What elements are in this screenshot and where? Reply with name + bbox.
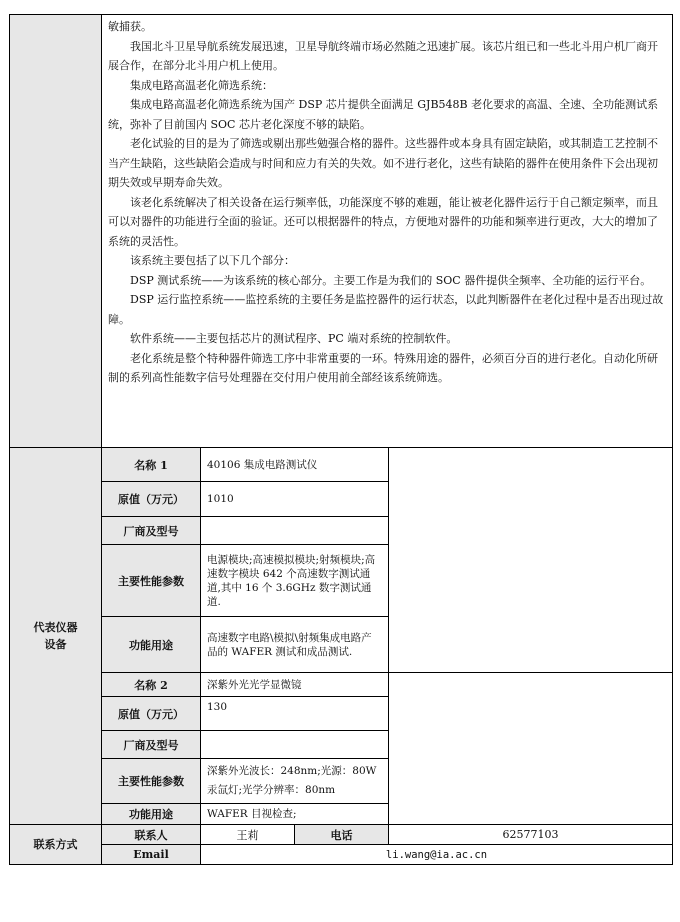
params-label: 主要性能参数 xyxy=(102,545,201,617)
use-label: 功能用途 xyxy=(102,617,201,673)
name-label: 名称 1 xyxy=(102,448,201,482)
paragraph: 该老化系统解决了相关设备在运行频率低，功能深度不够的难题，能让被老化器件运行于自己额定频率，而且可以对器件的功能进行全面的验证。还可以根据器件的特点，方便地对器件的功能和频率进行更改，大大的增加了系统的灵活性。 xyxy=(108,195,658,248)
phone-label: 电话 xyxy=(295,825,389,845)
equipment-params: 电源模块;高速模拟模块;射频模块;高速数字模块 642 个高速数字测试通道,其中 16 个 3.6GHz 数字测试通道. xyxy=(201,545,389,617)
equipment-2-photo-cell xyxy=(389,673,673,825)
equipment-maker xyxy=(201,731,389,759)
contact-email: li.wang@ia.ac.cn xyxy=(201,845,673,865)
paragraph: 该系统主要包括了以下几个部分： xyxy=(130,254,295,267)
person-label: 联系人 xyxy=(102,825,201,845)
email-row xyxy=(10,845,673,865)
contact-person: 王莉 xyxy=(201,825,295,845)
paragraph: DSP 测试系统——为该系统的核心部分。主要工作是为我们的 SOC 器件提供全频率、全功能的运行平台。 xyxy=(130,273,652,287)
paragraph: 我国北斗卫星导航系统发展迅速，卫星导航终端市场必然随之迅速扩展。该芯片组已和一些北斗用户机厂商开展合作，在部分北斗用户机上使用。 xyxy=(108,39,658,72)
value-label: 原值（万元） xyxy=(102,482,201,517)
equipment-1-name-row xyxy=(10,448,673,482)
maker-label: 厂商及型号 xyxy=(102,731,201,759)
equipment-use: 高速数字电路\模拟\射频集成电路产品的 WAFER 测试和成品测试. xyxy=(201,617,389,673)
description-side-cell xyxy=(10,15,102,448)
maker-label: 厂商及型号 xyxy=(102,517,201,545)
equipment-name: 深紫外光光学显微镜 xyxy=(201,673,389,697)
contact-section-label: 联系方式 xyxy=(10,825,102,865)
equipment-section-label: 代表仪器 设备 xyxy=(10,448,102,825)
description-text xyxy=(102,15,673,448)
equipment-value: 1010 xyxy=(201,482,389,517)
paragraph: 集成电路高温老化筛选系统： xyxy=(130,78,273,92)
paragraph: DSP 运行监控系统——监控系统的主要任务是监控器件的运行状态，以此判断器件在老化过程中是否出现过故障。 xyxy=(108,293,664,326)
email-label: Email xyxy=(102,845,201,865)
paragraph: 软件系统——主要包括芯片的测试程序、PC 端对系统的控制软件。 xyxy=(130,332,458,345)
equipment-1-photo-cell xyxy=(389,448,673,673)
contact-phone: 62577103 xyxy=(389,825,673,845)
document-page xyxy=(9,14,672,865)
equipment-use: WAFER 目视检查; xyxy=(201,804,389,825)
paragraph: 敏捕获。 xyxy=(108,20,152,33)
description-row xyxy=(10,15,673,448)
equipment-value: 130 xyxy=(201,697,389,731)
equipment-maker xyxy=(201,517,389,545)
equipment-params: 深紫外光波长：248nm;光源：80W 汞氙灯;光学分辨率：80nm xyxy=(201,759,389,804)
use-label: 功能用途 xyxy=(102,804,201,825)
name-label: 名称 2 xyxy=(102,673,201,697)
equipment-2-name-row xyxy=(10,673,673,697)
paragraph: 集成电路高温老化筛选系统为国产 DSP 芯片提供全面满足 GJB548B 老化要求的高温、全速、全功能测试系统，弥补了目前国内 SOC 芯片老化深度不够的缺陷。 xyxy=(108,98,659,131)
paragraph: 老化试验的目的是为了筛选或剔出那些勉强合格的器件。这些器件或本身具有固定缺陷，或其制造工艺控制不当产生缺陷，这些缺陷会造成与时间和应力有关的失效。如不进行老化，这些有缺陷的器件在使用条件下会出现初期失效或早期寿命失效。 xyxy=(108,137,658,189)
params-label: 主要性能参数 xyxy=(102,759,201,804)
paragraph: 老化系统是整个特种器件筛选工序中非常重要的一环。特殊用途的器件，必须百分百的进行老化。自动化所研制的系列高性能数字信号处理器在交付用户使用前全部经该系统筛选。 xyxy=(108,351,658,384)
form-table xyxy=(9,14,673,865)
contact-row xyxy=(10,825,673,845)
value-label: 原值（万元） xyxy=(102,697,201,731)
equipment-name: 40106 集成电路测试仪 xyxy=(201,448,389,482)
